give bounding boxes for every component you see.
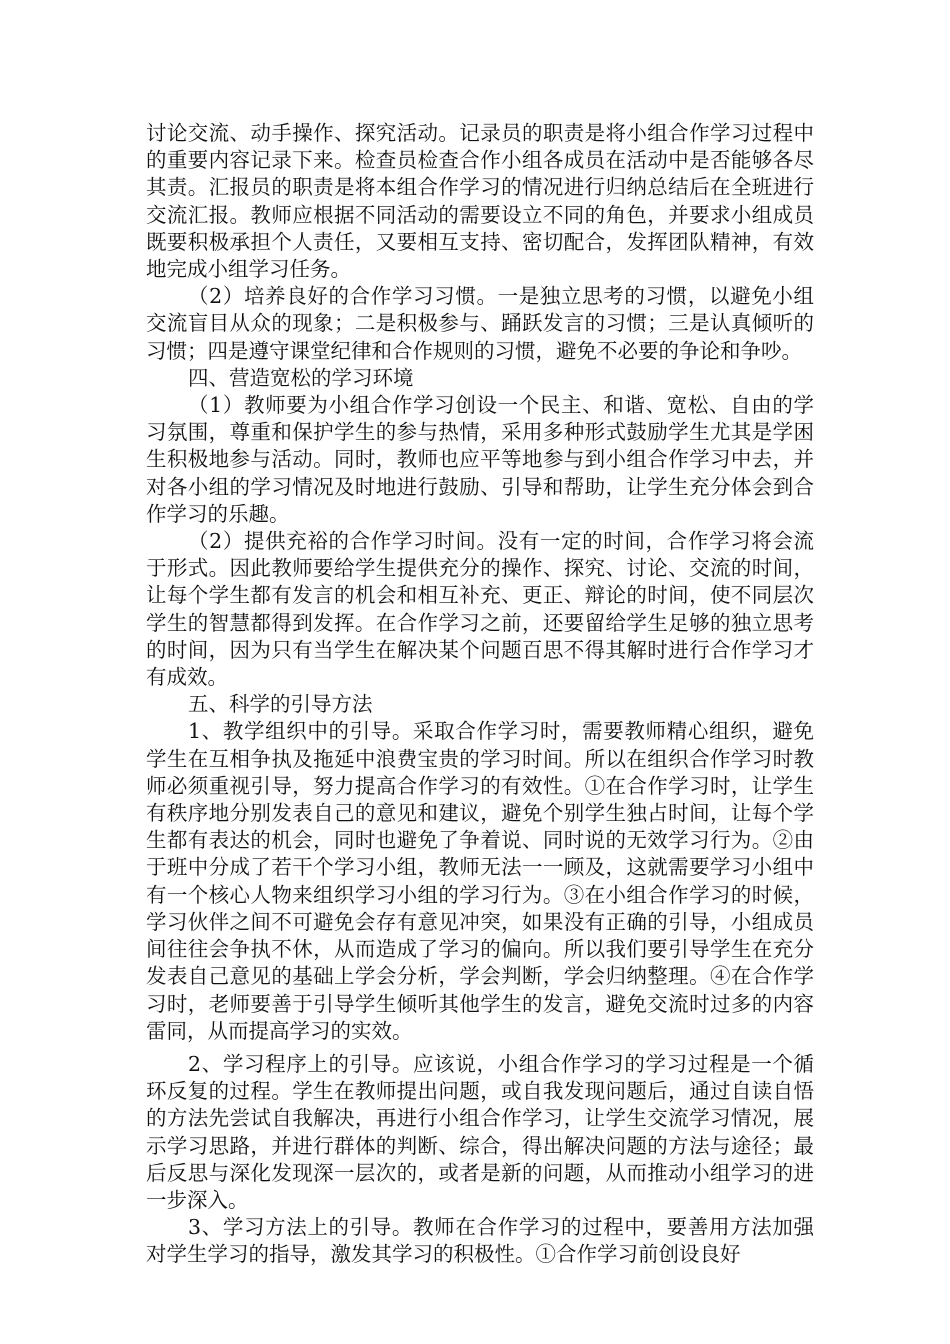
paragraph-procedure-guidance: 2、学习程序上的引导。应该说，小组合作学习的学习过程是一个循环反复的过程。学生在教师提出问题，或自我发现问题后，通过自读自悟的方法先尝试自我解决，再进行小组合作学习，让学生交流学习情况，展示学习思路，并进行群体的判断、综合，得出解决问题的方法与途径；最后反思与深化发现深一层次的，或者是新的问题，从而推动小组学习的进一步深入。 bbox=[146, 1051, 814, 1212]
section-heading-environment: 四、营造宽松的学习环境 bbox=[188, 365, 414, 390]
section-heading-guidance: 五、科学的引导方法 bbox=[188, 692, 373, 717]
document-page bbox=[146, 120, 814, 1269]
paragraph-habits: （2）培养良好的合作学习习惯。一是独立思考的习惯，以避免小组交流盲目从众的现象；二是积极参与、踊跃发言的习惯；三是认真倾听的习惯；四是遵守课堂纪律和合作规则的习惯，避免不必要的争论和争吵。 bbox=[146, 284, 814, 363]
paragraph-organization-guidance: 1、教学组织中的引导。采取合作学习时，需要教师精心组织，避免学生在互相争执及拖延中浪费宝贵的学习时间。所以在组织合作学习时教师必须重视引导，努力提高合作学习的有效性。①在合作学习时，让学生有秩序地分别发表自己的意见和建议，避免个别学生独占时间，让每个学生都有表达的机会，同时也避免了争着说、同时说的无效学习行为。②由于班中分成了若干个学习小组，教师无法一一顾及，这就需要学习小组中有一个核心人物来组织学习小组的学习行为。③在小组合作学习的时候，学习伙伴之间不可避免会存有意见冲突，如果没有正确的引导，小组成员间往往会争执不休，从而造成了学习的偏向。所以我们要引导学生在充分发表自己意见的基础上学会分析，学会判断，学会归纳整理。④在合作学习时，老师要善于引导学生倾听其他学生的发言，避免交流时过多的内容雷同，从而提高学习的实效。 bbox=[146, 719, 814, 1043]
paragraph-atmosphere: （1）教师要为小组合作学习创设一个民主、和谐、宽松、自由的学习氛围，尊重和保护学生的参与热情，采用多种形式鼓励学生尤其是学困生积极地参与活动。同时，教师也应平等地参与到小组合作学习中去，并对各小组的学习情况及时地进行鼓励、引导和帮助，让学生充分体会到合作学习的乐趣。 bbox=[146, 393, 814, 526]
paragraph-role-duties: 讨论交流、动手操作、探究活动。记录员的职责是将小组合作学习过程中的重要内容记录下来。检查员检查合作小组各成员在活动中是否能够各尽其责。汇报员的职责是将本组合作学习的情况进行归纳总结后在全班进行交流汇报。教师应根据不同活动的需要设立不同的角色，并要求小组成员既要积极承担个人责任，又要相互支持、密切配合，发挥团队精神，有效地完成小组学习任务。 bbox=[146, 121, 814, 282]
paragraph-method-guidance: 3、学习方法上的引导。教师在合作学习的过程中，要善用方法加强对学生学习的指导，激发其学习的积极性。①合作学习前创设良好 bbox=[146, 1215, 814, 1267]
paragraph-time: （2）提供充裕的合作学习时间。没有一定的时间，合作学习将会流于形式。因此教师要给学生提供充分的操作、探究、讨论、交流的时间，让每个学生都有发言的机会和相互补充、更正、辩论的时间，使不同层次学生的智慧都得到发挥。在合作学习之前，还要留给学生足够的独立思考的时间，因为只有当学生在解决某个问题百思不得其解时进行合作学习才有成效。 bbox=[146, 529, 814, 690]
